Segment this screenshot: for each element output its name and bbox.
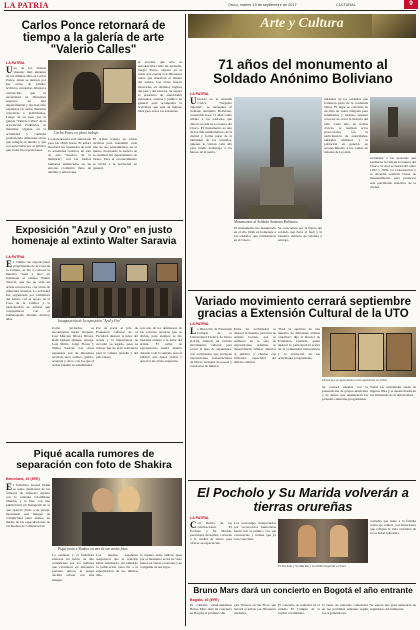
carlos-caption: Carlos Ponce en pleno trabajo. bbox=[54, 131, 100, 135]
variado-photo bbox=[322, 327, 416, 377]
carlos-body-col3: El artista trabaja en varias técnicas para transmitir cada uno de sus pensamientos en el lienzo, mostrando la esencia de la realidad del departamento de Oruro. Para el acontecimiento se invita a la población en general. bbox=[93, 137, 137, 170]
bruno-body-col5: Se espera una gran asistencia de seguidores del intérprete. bbox=[370, 603, 416, 612]
carlos-body-col2: La presentación está anunciada para las 18:00 horas. El artista mostrará los resultados de toda la actualidad creativa, en sala de arte "Rostros de la memoria", con las formas humanas enmarcadas en un entorno cromático lleno de detalles y emociones. bbox=[48, 137, 91, 174]
monumento-kicker: LA PATRIA bbox=[190, 92, 209, 96]
variado-headline: Variado movimiento cerrará septiembre gracias a Extensión Cultural de la UTO bbox=[194, 296, 412, 321]
divider-1 bbox=[6, 220, 183, 221]
carlos-body-col4: el escultor que sólo se autodescribe como un aprendiz, Sergio Ponce, expuso en el salón que cuenta con diferentes obras que muestran el talento del artista. Las obras fueron mostradas en distintos lugares del país y del exterior. Se espera la presencia de autoridades culturales, artistas y público en general para acompañar la actividad, que será de ingreso libre para todos los asistentes. bbox=[138, 60, 182, 114]
monumento-body-col3: Se caracteriza por la figura del soldado que lleva el fusil y la bandera, símbolo de valentía y entrega. bbox=[278, 226, 322, 243]
bruno-kicker: Bogotá, 19 (EFE) bbox=[190, 598, 219, 602]
pique-caption: Piqué junto a Shakira en una de sus varias fotos bbox=[58, 547, 128, 551]
variado-body-col5: Todas las actividades serán de ingreso libre y se desarrollarán en los ambientes de la universidad. bbox=[370, 385, 416, 398]
variado-body-col3: "Está la apertura de una muestra de diferentes artistas orureños", dijo el director de Extensión Cultural, quien destacó la participación activa de la comunidad universitaria y la población en las actividades programadas. bbox=[278, 327, 320, 360]
monumento-body-col1: Ubicado en la Avenida Cívica "Sargento Tejerina", se encuentra el Soldado Anónimo Boliviano, construido hace 71 años como tributo a los soldados que dieron su vida en la Guerra del Chaco. El monumento es uno de los más emblemáticos de la ciudad y forma parte de la identidad de los orureños, quienes lo visitan cada año para rendir homenaje a los héroes de la patria. bbox=[190, 97, 232, 155]
monumento-headline: 71 años del monumento al Soldado Anónimo Boliviano bbox=[213, 57, 393, 87]
monumento-photo-2 bbox=[370, 97, 416, 153]
exposicion-caption: Inauguración de la exposición "Azul y Oro" bbox=[58, 319, 122, 323]
variado-body-col2: Entre las actividades se destaca la muestra pictórica de artistas locales, que se realizará en la sala de exposiciones. Además, se desarrollarán talleres abiertos al público y charlas con invitados especiales del ámbito cultural. bbox=[234, 327, 276, 364]
pique-body-col2: La cantante y el futbolista tuvieron un inicio de año complicado por los rumores que circularon en diferentes portales. Ahora, la pareja decidió aclarar con una imagen. bbox=[52, 553, 94, 582]
monumento-body-col5: recuerdan a las personas que perdieron la vida en la Guerra del Chaco, la cual se desarrolló entre 1932 y 1935. La Gobernación y la Alcaldía realizan tareas de mantenimiento para preservar este patrimonio histórico de la ciudad. bbox=[370, 156, 416, 189]
pique-headline: Piqué acalla rumores de separación con foto de Shakira bbox=[16, 448, 172, 472]
bruno-body-col3: El concierto se realizará en el estadio El Campín de la capital colombiana. bbox=[278, 603, 320, 616]
pocholo-headline: El Pocholo y Su Marida volverán a tierras orureñas bbox=[197, 485, 409, 514]
pocholo-photo bbox=[278, 519, 368, 563]
page-number: 9 bbox=[404, 0, 418, 9]
carlos-kicker: LA PATRIA bbox=[6, 61, 25, 65]
carlos-photo bbox=[48, 60, 136, 130]
variado-kicker: LA PATRIA bbox=[190, 322, 209, 326]
pocholo-body-col3: comedia que tiene a la familia como eje central, con situaciones que reflejan la vida cotidiana de la sociedad boliviana. bbox=[370, 519, 416, 536]
bruno-body-col4: la venta de entradas comenzará en las próximas semanas según los organizadores. bbox=[322, 603, 368, 616]
exposicion-photo bbox=[52, 258, 182, 318]
exposicion-body-col1: El cambio de exposiciones programadas de la Casa de la Cultura, se dio a conocer la muestra "Azul y Oro" en homenaje al extinto Walter Saravia, que fue en vida un artista reconocido, con obras de diferentes técnicas. La actividad fue organizada por familiares del artista, con el apoyo de la Casa de la Cultura y la participación de artistas que compartieron con el homenajeado durante muchos años. bbox=[6, 260, 50, 322]
pique-body-col3: Los medios españoles aseguraron que la relación había terminado, sin embargo la publicación puso fin a la especulación de los últimos días. bbox=[96, 553, 138, 578]
exposicion-body-col4: son uno de los defensores de las carreras técnicas que se abrían, pues siempre se dio bastante énfasis a la labor del artista. El salón de exposiciones estará abierto durante toda la semana para el público que desee visitar y apreciar las obras expuestas. bbox=[140, 326, 182, 363]
pocholo-kicker: LA PATRIA bbox=[190, 516, 209, 520]
column-divider bbox=[185, 14, 186, 626]
pique-kicker: Barcelona, 19 (EFE) bbox=[6, 477, 40, 481]
monumento-photo bbox=[234, 97, 322, 219]
masthead-logo: LA PATRIA bbox=[4, 1, 49, 10]
monumento-body-col4: unidades de los soldados que formaron parte de la contienda bélica. El lugar se convirtió en un sitio de visita obligada para estudiantes y turistas, quienes conocen de cerca la historia del país. Cada año, en fechas cívicas, se realizan actos protocolares con la participación de autoridades, unidades militares y la población en general, en reconocimiento a los caídos en defensa de la patria. bbox=[324, 97, 368, 155]
monumento-caption: Monumentos al Soldado Anónimo Boliviano bbox=[234, 220, 298, 224]
variado-body-col4: Se contará además con la presentación de grupos musicales y de danza, que amenizarán las jornadas culturales programadas. bbox=[322, 385, 368, 402]
exposicion-body-col3: Por su parte el jefe de Extensión Cultural de la Facultad, destacó la labor del artista y la importancia de recordar su legado, pues su trabajo fue de gran relevancia para la cultura orureña y del país entero. bbox=[96, 326, 138, 359]
monumento-body-col2: El monumento fue inaugurado en el año 1946, en homenaje a los soldados que combatieron en el Chaco. bbox=[234, 226, 276, 243]
culture-banner-title: Arte y Cultura bbox=[260, 16, 344, 31]
bruno-body-col2: gira Versace on the Floor que llevará al artista por diferentes ciudades. bbox=[234, 603, 276, 616]
header-section: CULTURAL bbox=[336, 2, 356, 7]
carlos-body-col1: Uno de los artistas visuales más pujantes de los últimos años es Carlos Ponce, quien se destaca por sus obras de grafito, acrílicos, acuarelas, dibujos a carboncillo, que se encuentran en diferentes espacios de arte departamental y que han sido expuestas en varias muestras colectivas e individuales. Luego de su paso por la galería "Valerio Calles" de la Asociación Folklórica se mantiene vigente en la actualidad y continúa produciendo diferentes obras que reflejan su talento y que son apreciadas por el público que visita las exposiciones. bbox=[6, 66, 46, 152]
pocholo-caption: El Pocholo y Su Marida y su último llegarán a Oruro bbox=[278, 564, 347, 568]
variado-body-col1: La Dirección de Extensión Cultural de la Universidad Técnica de Oruro (UTO), anunció un variado movimiento cultural para cerrar el mes de septiembre, con actividades que incluyen exposiciones, presentaciones de libros, recitales de poesía y conciertos de música. bbox=[190, 327, 232, 368]
header-date: Oruro, martes 19 de septiembre de 2017 bbox=[228, 2, 297, 7]
exposicion-body-col2: Como invitados se encontraban Javier Oropeza, José Marcelo Rivera Rivera, Raúl Quispe Quispe, Ortega, Luis Mário, Jorge Flores y Walter Saravia. Las obras expuestas son de diferentes técnicas, óleo, acrílico, grafito, acuarela y otros, con los que el artista plasmó su sensibilidad. bbox=[52, 326, 94, 367]
variado-caption: Obras que se apreciarán en la exposición en Jaivir bbox=[322, 378, 388, 382]
exposicion-kicker: LA PATRIA bbox=[6, 255, 25, 259]
bruno-body-col1: El cantante estadounidense Bruno Mars dará un concierto en Bogotá el próximo año. bbox=[190, 603, 232, 616]
divider-2 bbox=[6, 442, 183, 443]
bruno-headline: Bruno Mars dará un concierto en Bogotá el año entrante bbox=[193, 586, 413, 595]
divider-3 bbox=[188, 290, 416, 291]
page-header bbox=[0, 0, 420, 11]
header-rule bbox=[4, 10, 416, 11]
exposicion-headline: Exposición "Azul y Oro" en justo homenaje al extinto Walter Saravia bbox=[11, 225, 177, 247]
carlos-headline: Carlos Ponce retornará de tiempo a la galería de arte "Valerio Calles" bbox=[21, 20, 166, 57]
divider-5 bbox=[188, 583, 416, 584]
divider-4 bbox=[188, 480, 416, 481]
pique-body-col4: la ruptura entre ambos, pues por el momento se les ha visto juntos en varias ocasiones y en compañía de sus hijos. bbox=[140, 553, 182, 570]
pocholo-body-col1: Con motivo de las celebraciones, El Pocholo y Su Marida, personajes de humor, volverán a la ciudad de Oruro para ofrecer su espectáculo. bbox=[190, 521, 232, 546]
pique-photo bbox=[52, 478, 182, 546]
pocholo-body-col2: Los personajes interpretados por reconocidos humoristas harán reír al público con sus ocurrencias y rutinas que ya son conocidas. bbox=[234, 521, 276, 542]
pique-body-col1: El futbolista Gerard Piqué se quiso desmarcar de los rumores de supuesta ruptura con la cantante colombiana Shakira, y lo hizo con una publicación en Instagram en la que aparece junto a su pareja, mostrando una imagen de complicidad entre ambos, en medio de las especulaciones de los medios de comunicación. bbox=[6, 483, 50, 528]
culture-banner bbox=[188, 14, 416, 38]
